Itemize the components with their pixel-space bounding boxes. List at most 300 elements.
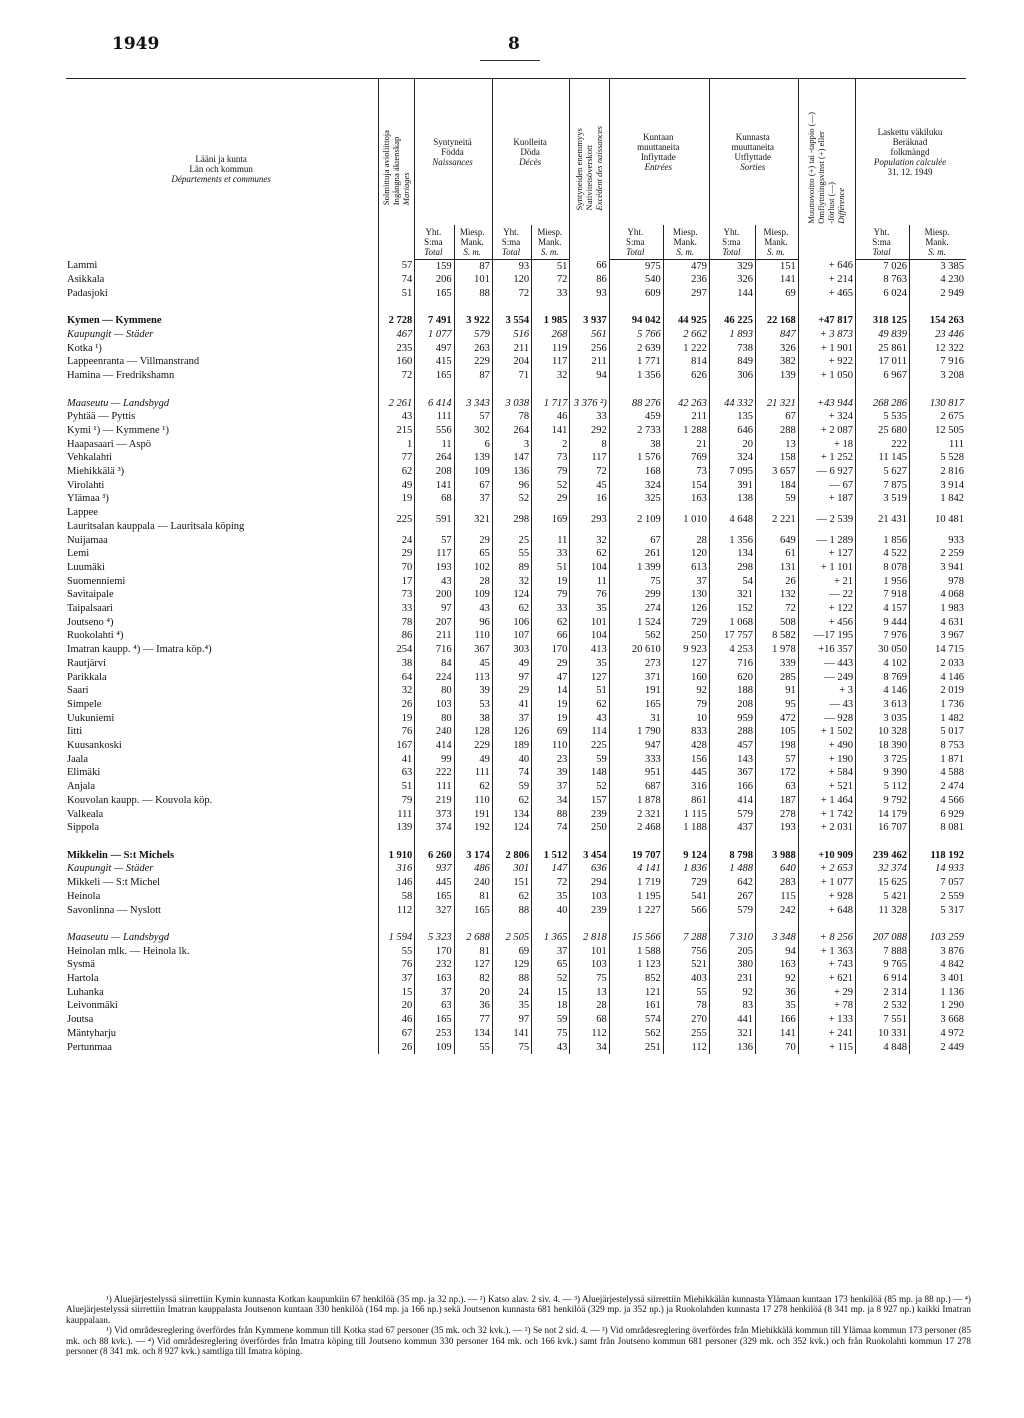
cell-value: 65 bbox=[532, 958, 570, 972]
cell-value: 1 356 bbox=[609, 369, 663, 383]
cell-value: + 2 087 bbox=[798, 424, 855, 438]
cell-value: 67 bbox=[609, 534, 663, 548]
cell-value: 109 bbox=[415, 1041, 454, 1055]
cell-value: 540 bbox=[609, 273, 663, 287]
table-row bbox=[66, 424, 966, 438]
cell-value: 167 bbox=[379, 739, 415, 753]
cell-value: 5 017 bbox=[940, 726, 964, 738]
cell-value: 62 bbox=[492, 602, 531, 616]
cell-value: 94 bbox=[755, 945, 798, 959]
cell-value: 4 146 bbox=[856, 684, 910, 698]
row-name: Mäntyharju bbox=[66, 1027, 379, 1041]
cell-value: 579 bbox=[454, 328, 492, 342]
table-row bbox=[66, 1041, 966, 1055]
cell-value: 51 bbox=[570, 684, 609, 698]
cell-value: 367 bbox=[454, 643, 492, 657]
cell-value: 119 bbox=[532, 342, 570, 356]
cell-value: 74 bbox=[379, 273, 415, 287]
cell-value: 316 bbox=[379, 862, 415, 876]
cell-value: 7 916 bbox=[940, 356, 964, 368]
cell-value: 51 bbox=[379, 287, 415, 301]
row-name: Rautjärvi bbox=[66, 657, 379, 671]
cell-value: 136 bbox=[709, 1041, 755, 1055]
cell-value: 161 bbox=[609, 999, 663, 1013]
cell-value: 141 bbox=[492, 1027, 531, 1041]
cell-value: 115 bbox=[755, 890, 798, 904]
row-name: Saari bbox=[66, 684, 379, 698]
cell-value: 43 bbox=[532, 1041, 570, 1055]
header-population bbox=[856, 79, 966, 225]
cell-value: 86 bbox=[570, 273, 609, 287]
header-births bbox=[415, 79, 493, 225]
cell-value: 251 bbox=[609, 1041, 663, 1055]
cell-value: 78 bbox=[379, 616, 415, 630]
row-name: Elimäki bbox=[66, 766, 379, 780]
cell-value: 36 bbox=[454, 999, 492, 1013]
cell-value: 117 bbox=[532, 355, 570, 369]
cell-value: 204 bbox=[492, 355, 531, 369]
cell-value: 15 625 bbox=[856, 876, 910, 890]
subheader-line: Miesp. bbox=[924, 226, 950, 237]
row-name: Anjala bbox=[66, 780, 379, 794]
spacer-cell bbox=[415, 301, 454, 315]
cell-value: 283 bbox=[755, 876, 798, 890]
cell-value: 45 bbox=[454, 657, 492, 671]
row-name: Miehikkälä ³) bbox=[66, 465, 379, 479]
cell-value: 6 967 bbox=[856, 369, 910, 383]
cell-value: 10 481 bbox=[935, 513, 964, 525]
table-row bbox=[66, 712, 966, 726]
cell-value: 18 390 bbox=[856, 739, 910, 753]
cell-value: 52 bbox=[532, 972, 570, 986]
row-name: Kymi ¹) — Kymmene ¹) bbox=[66, 424, 379, 438]
cell-value: 1 576 bbox=[609, 451, 663, 465]
table-row bbox=[66, 808, 966, 822]
cell-value: 1 356 bbox=[709, 534, 755, 548]
cell-value: 165 bbox=[415, 1013, 454, 1027]
cell-value: 4 522 bbox=[856, 547, 910, 561]
cell-value: 374 bbox=[415, 821, 454, 835]
subheader-line: S:ma bbox=[424, 236, 443, 247]
cell-value: + 18 bbox=[798, 438, 855, 452]
cell-value: 8 081 bbox=[940, 822, 964, 834]
cell-value: 2 733 bbox=[609, 424, 663, 438]
cell-value: 42 263 bbox=[663, 397, 709, 411]
header-marriages-fr: Mariages bbox=[400, 172, 411, 206]
cell-value: 59 bbox=[570, 753, 609, 767]
table-row bbox=[66, 849, 966, 863]
cell-value: 9 792 bbox=[856, 794, 910, 808]
cell-value: 73 bbox=[532, 451, 570, 465]
cell-value: 2 639 bbox=[609, 342, 663, 356]
cell-value: 188 bbox=[709, 684, 755, 698]
cell-value: 83 bbox=[709, 999, 755, 1013]
header-deaths-sv: Döda bbox=[520, 146, 540, 157]
row-name: Leivonmäki bbox=[66, 999, 379, 1013]
cell-value: 229 bbox=[454, 739, 492, 753]
cell-value: 134 bbox=[709, 547, 755, 561]
cell-value: 8 763 bbox=[856, 273, 910, 287]
cell-value: + 584 bbox=[798, 766, 855, 780]
cell-value: 274 bbox=[609, 602, 663, 616]
cell-value: 154 263 bbox=[929, 315, 964, 327]
cell-value: 16 bbox=[570, 492, 609, 506]
table-row bbox=[66, 904, 966, 918]
cell-value: 428 bbox=[663, 739, 709, 753]
cell-value: 117 bbox=[415, 547, 454, 561]
cell-value: + 29 bbox=[798, 986, 855, 1000]
spacer-cell bbox=[570, 383, 609, 397]
cell-value: 636 bbox=[570, 862, 609, 876]
header-migration-3: -förlust (—) bbox=[825, 182, 836, 224]
cell-value: 642 bbox=[709, 876, 755, 890]
cell-value: 19 bbox=[532, 712, 570, 726]
page-number-rule bbox=[480, 60, 540, 61]
footnote-finnish: ¹) Aluejärjestelyssä siirrettiin Kymin kunnasta Kotkan kaupunkiin 67 henkilöä (35 mp. ja 32 np.). — ²) Katso alav. 2 siv. 4. — ³) Aluejärjestelyssä siirrettiin Miehikkälän kunnasta Ylämaan kuntaan 173 henkilöä (85 mp. ja 88 np.) — ⁴) Aluejärjestelyssä siirrettiin Imatran kauppalasta Joutsenon kuntaan 330 henkilöä (164 mp. ja 166 np.) sekä Joutsenon kunnasta 681 henkilöä (329 mp. ja 352 np.) ja Ruokolahden kunnasta 17 278 henkilöä (8 341 mp. ja 8 927 np.) kaikki Imatran kauppalaan. bbox=[66, 1294, 971, 1325]
table-row bbox=[66, 273, 966, 287]
cell-value: 847 bbox=[755, 328, 798, 342]
cell-value: 264 bbox=[415, 451, 454, 465]
cell-value: 97 bbox=[415, 602, 454, 616]
table-row bbox=[66, 616, 966, 630]
cell-value: + 1 252 bbox=[798, 451, 855, 465]
row-name: Vehkalahti bbox=[66, 451, 379, 465]
cell-value: 68 bbox=[570, 1013, 609, 1027]
spacer-cell bbox=[415, 835, 454, 849]
cell-value: 57 bbox=[415, 534, 454, 548]
cell-value: 3 385 bbox=[940, 260, 964, 272]
cell-value: 131 bbox=[755, 561, 798, 575]
spacer-cell bbox=[454, 917, 492, 931]
cell-value: 29 bbox=[379, 547, 415, 561]
cell-value: 15 bbox=[379, 986, 415, 1000]
cell-value: + 2 031 bbox=[798, 821, 855, 835]
spacer-cell bbox=[663, 917, 709, 931]
cell-value: 2 019 bbox=[940, 685, 964, 697]
cell-value: 303 bbox=[492, 643, 531, 657]
table-row bbox=[66, 410, 966, 424]
cell-value: 19 bbox=[379, 492, 415, 506]
cell-value: 92 bbox=[755, 972, 798, 986]
cell-value: 263 bbox=[454, 342, 492, 356]
spacer-cell bbox=[663, 835, 709, 849]
cell-value: 21 431 bbox=[856, 506, 910, 533]
cell-value: 96 bbox=[454, 616, 492, 630]
cell-value: 4 566 bbox=[940, 794, 964, 806]
cell-value: 59 bbox=[492, 780, 531, 794]
cell-value: 5 627 bbox=[856, 465, 910, 479]
cell-value: 72 bbox=[532, 876, 570, 890]
cell-value: 138 bbox=[709, 492, 755, 506]
cell-value: 69 bbox=[755, 287, 798, 301]
cell-value: 2 806 bbox=[492, 849, 531, 863]
cell-value: 93 bbox=[492, 259, 531, 273]
cell-value: 225 bbox=[379, 506, 415, 533]
cell-value: 833 bbox=[663, 725, 709, 739]
subheader-line: Mank. bbox=[538, 236, 562, 247]
subheader-line: S:ma bbox=[501, 236, 521, 247]
cell-value: 46 bbox=[379, 1013, 415, 1027]
cell-value: + 8 256 bbox=[798, 931, 855, 945]
cell-value: + 127 bbox=[798, 547, 855, 561]
cell-value: 8 582 bbox=[755, 629, 798, 643]
cell-value: 239 462 bbox=[856, 849, 910, 863]
cell-value: 9 390 bbox=[856, 766, 910, 780]
cell-value: 1 842 bbox=[940, 493, 964, 505]
header-excess-sv: Nativitetsöverskott bbox=[583, 144, 594, 211]
cell-value: 172 bbox=[755, 766, 798, 780]
cell-value: 15 bbox=[532, 986, 570, 1000]
row-name: Simpele bbox=[66, 698, 379, 712]
cell-value: 59 bbox=[532, 1013, 570, 1027]
cell-value: 104 bbox=[570, 629, 609, 643]
subheader-line: S. m. bbox=[463, 246, 482, 257]
cell-value: 556 bbox=[415, 424, 454, 438]
cell-value: 2 818 bbox=[570, 931, 609, 945]
row-name: Kymen — Kymmene bbox=[66, 314, 379, 328]
cell-value: 14 bbox=[532, 684, 570, 698]
cell-value: 1 123 bbox=[609, 958, 663, 972]
cell-value: 111 bbox=[454, 766, 492, 780]
cell-value: 250 bbox=[663, 629, 709, 643]
table-row bbox=[66, 328, 966, 342]
row-name-line: Lappee bbox=[67, 507, 98, 519]
cell-value: 19 bbox=[532, 575, 570, 589]
cell-value: 4 588 bbox=[940, 767, 964, 779]
cell-value: 156 bbox=[663, 753, 709, 767]
cell-value: 166 bbox=[709, 780, 755, 794]
row-name: Nuijamaa bbox=[66, 534, 379, 548]
cell-value: 4 068 bbox=[940, 589, 964, 601]
cell-value: 41 bbox=[379, 753, 415, 767]
cell-value: 141 bbox=[532, 424, 570, 438]
cell-value: 193 bbox=[755, 821, 798, 835]
cell-value: 268 286 bbox=[856, 397, 910, 411]
cell-value: 329 bbox=[709, 259, 755, 273]
cell-value: 110 bbox=[532, 739, 570, 753]
cell-value: 151 bbox=[755, 259, 798, 273]
page-year: 1949 bbox=[112, 34, 160, 54]
cell-value: 31 bbox=[609, 712, 663, 726]
cell-value: 79 bbox=[663, 698, 709, 712]
cell-value: 93 bbox=[570, 287, 609, 301]
cell-value: +16 357 bbox=[798, 643, 855, 657]
cell-value: 103 bbox=[415, 698, 454, 712]
cell-value: + 521 bbox=[798, 780, 855, 794]
cell-value: 102 bbox=[454, 561, 492, 575]
cell-value: 4 648 bbox=[709, 506, 755, 533]
cell-value: 111 bbox=[379, 808, 415, 822]
cell-value: 414 bbox=[709, 794, 755, 808]
cell-value: + 646 bbox=[798, 259, 855, 273]
cell-value: 94 042 bbox=[609, 314, 663, 328]
cell-value: 298 bbox=[492, 506, 531, 533]
spacer-cell bbox=[66, 383, 379, 397]
cell-value: 34 bbox=[570, 1041, 609, 1055]
cell-value: 73 bbox=[379, 588, 415, 602]
cell-value: 184 bbox=[755, 479, 798, 493]
header-name-column bbox=[66, 79, 379, 260]
cell-value: 2 321 bbox=[609, 808, 663, 822]
cell-value: 112 bbox=[379, 904, 415, 918]
row-name: Valkeala bbox=[66, 808, 379, 822]
subheader-births-male bbox=[454, 225, 492, 260]
cell-value: 1 068 bbox=[709, 616, 755, 630]
cell-value: 937 bbox=[415, 862, 454, 876]
cell-value: 71 bbox=[492, 369, 531, 383]
table-row bbox=[66, 657, 966, 671]
row-name: Kotka ¹) bbox=[66, 342, 379, 356]
cell-value: 134 bbox=[492, 808, 531, 822]
spacer-cell bbox=[910, 835, 966, 849]
cell-value: 391 bbox=[709, 479, 755, 493]
cell-value: 127 bbox=[663, 657, 709, 671]
cell-value: + 324 bbox=[798, 410, 855, 424]
cell-value: 120 bbox=[663, 547, 709, 561]
row-name: Parikkala bbox=[66, 671, 379, 685]
cell-value: 14 179 bbox=[856, 808, 910, 822]
cell-value: —17 195 bbox=[798, 629, 855, 643]
cell-value: 36 bbox=[755, 986, 798, 1000]
cell-value: 457 bbox=[709, 739, 755, 753]
spacer-cell bbox=[856, 835, 910, 849]
cell-value: 2 109 bbox=[609, 506, 663, 533]
cell-value: 646 bbox=[709, 424, 755, 438]
table-row bbox=[66, 890, 966, 904]
subheader-line: Miesp. bbox=[537, 226, 563, 237]
cell-value: 299 bbox=[609, 588, 663, 602]
cell-value: 84 bbox=[415, 657, 454, 671]
row-name: Haapasaari — Aspö bbox=[66, 438, 379, 452]
cell-value: 5 317 bbox=[940, 904, 964, 916]
cell-value: 3 174 bbox=[454, 849, 492, 863]
cell-value: 206 bbox=[415, 273, 454, 287]
cell-value: 6 929 bbox=[940, 808, 964, 820]
spacer-cell bbox=[709, 835, 755, 849]
cell-value: 72 bbox=[755, 602, 798, 616]
cell-value: 30 050 bbox=[856, 643, 910, 657]
cell-value: 37 bbox=[415, 986, 454, 1000]
row-name: Lemi bbox=[66, 547, 379, 561]
cell-value: 29 bbox=[492, 684, 531, 698]
cell-value: 117 bbox=[570, 451, 609, 465]
spacer-cell bbox=[66, 917, 379, 931]
subheader-line: Total bbox=[872, 246, 891, 257]
spacer-cell bbox=[755, 917, 798, 931]
cell-value: 975 bbox=[609, 259, 663, 273]
cell-value: 43 bbox=[415, 575, 454, 589]
cell-value: 591 bbox=[415, 506, 454, 533]
cell-value: 135 bbox=[709, 410, 755, 424]
row-name: Hartola bbox=[66, 972, 379, 986]
cell-value: 22 168 bbox=[755, 314, 798, 328]
header-deaths bbox=[492, 79, 570, 225]
cell-value: 139 bbox=[454, 451, 492, 465]
cell-value: 70 bbox=[755, 1041, 798, 1055]
cell-value: 205 bbox=[709, 945, 755, 959]
table-row bbox=[66, 739, 966, 753]
cell-value: 52 bbox=[492, 492, 531, 506]
spacer-cell bbox=[532, 301, 570, 315]
table-row bbox=[66, 876, 966, 890]
cell-value: 861 bbox=[663, 794, 709, 808]
header-marriages-sv: Ingångna äktenskap bbox=[390, 137, 401, 206]
cell-value: 3 554 bbox=[492, 314, 531, 328]
cell-value: 166 bbox=[755, 1013, 798, 1027]
footnote-swedish: ¹) Vid områdesreglering överfördes från Kymmene kommun till Kotka stad 67 personer (35 mk. och 32 kvk.). — ²) Se not 2 sid. 4. — ³) Vid områdesreglering överfördes från Miehikkälä kommun till Ylämaa kommun 173 personer (85 mk. och 88 kvk.). — ⁴) Vid områdesreglering överfördes från Imatra köping till Joutseno kommun 330 personer 164 mk. och 166 kvk.) samt från Joutseno kommun 681 personer (329 mk. och 352 kvk.) och från Ruokolahti kommun 17 278 personer (8 341 mk. och 8 927 kvk.) samtliga till Imatra köping. bbox=[66, 1325, 971, 1357]
cell-value: 1 983 bbox=[940, 603, 964, 615]
cell-value: 541 bbox=[663, 890, 709, 904]
cell-value: 72 bbox=[532, 273, 570, 287]
cell-value: 34 bbox=[532, 794, 570, 808]
subheader-out-male bbox=[755, 225, 798, 260]
cell-value: 716 bbox=[709, 657, 755, 671]
spacer-cell bbox=[609, 383, 663, 397]
spacer-cell bbox=[798, 917, 855, 931]
cell-value: 613 bbox=[663, 561, 709, 575]
cell-value: 44 925 bbox=[663, 314, 709, 328]
cell-value: 231 bbox=[709, 972, 755, 986]
cell-value: + 621 bbox=[798, 972, 855, 986]
cell-value: 211 bbox=[663, 410, 709, 424]
spacer-cell bbox=[379, 301, 415, 315]
cell-value: + 1 050 bbox=[798, 369, 855, 383]
cell-value: 285 bbox=[755, 671, 798, 685]
row-name: Taipalsaari bbox=[66, 602, 379, 616]
cell-value: 62 bbox=[454, 780, 492, 794]
cell-value: 5 535 bbox=[856, 410, 910, 424]
cell-value: 17 011 bbox=[856, 355, 910, 369]
cell-value: 293 bbox=[570, 506, 609, 533]
cell-value: 769 bbox=[663, 451, 709, 465]
cell-value: 5 528 bbox=[940, 452, 964, 464]
cell-value: + 78 bbox=[798, 999, 855, 1013]
cell-value: 141 bbox=[415, 479, 454, 493]
cell-value: 324 bbox=[609, 479, 663, 493]
cell-value: 165 bbox=[415, 287, 454, 301]
subheader-line: S. m. bbox=[676, 246, 695, 257]
header-marriages bbox=[379, 79, 415, 260]
table-row bbox=[66, 725, 966, 739]
cell-value: + 490 bbox=[798, 739, 855, 753]
spacer-cell bbox=[709, 917, 755, 931]
row-name: Padasjoki bbox=[66, 287, 379, 301]
cell-value: 3 668 bbox=[940, 1014, 964, 1026]
cell-value: 574 bbox=[609, 1013, 663, 1027]
cell-value: 74 bbox=[532, 821, 570, 835]
cell-value: 562 bbox=[609, 1027, 663, 1041]
row-name: Maaseutu — Landsbygd bbox=[66, 931, 379, 945]
cell-value: 163 bbox=[415, 972, 454, 986]
header-name-sv: Län och kommun bbox=[189, 164, 253, 174]
cell-value: 1 871 bbox=[940, 753, 964, 765]
cell-value: 62 bbox=[570, 547, 609, 561]
cell-value: 67 bbox=[755, 410, 798, 424]
cell-value: 118 192 bbox=[930, 849, 964, 861]
cell-value: 200 bbox=[415, 588, 454, 602]
cell-value: 64 bbox=[379, 671, 415, 685]
header-marriages-fi: Solmittuja avioliittoja bbox=[380, 130, 391, 206]
cell-value: + 115 bbox=[798, 1041, 855, 1055]
header-marriages-text bbox=[381, 130, 411, 205]
subheader-out-total bbox=[709, 225, 755, 260]
cell-value: 66 bbox=[532, 629, 570, 643]
row-name: Luhanka bbox=[66, 986, 379, 1000]
cell-value: 81 bbox=[454, 890, 492, 904]
cell-value: 43 bbox=[379, 410, 415, 424]
row-name: Savitaipale bbox=[66, 588, 379, 602]
cell-value: 165 bbox=[454, 904, 492, 918]
